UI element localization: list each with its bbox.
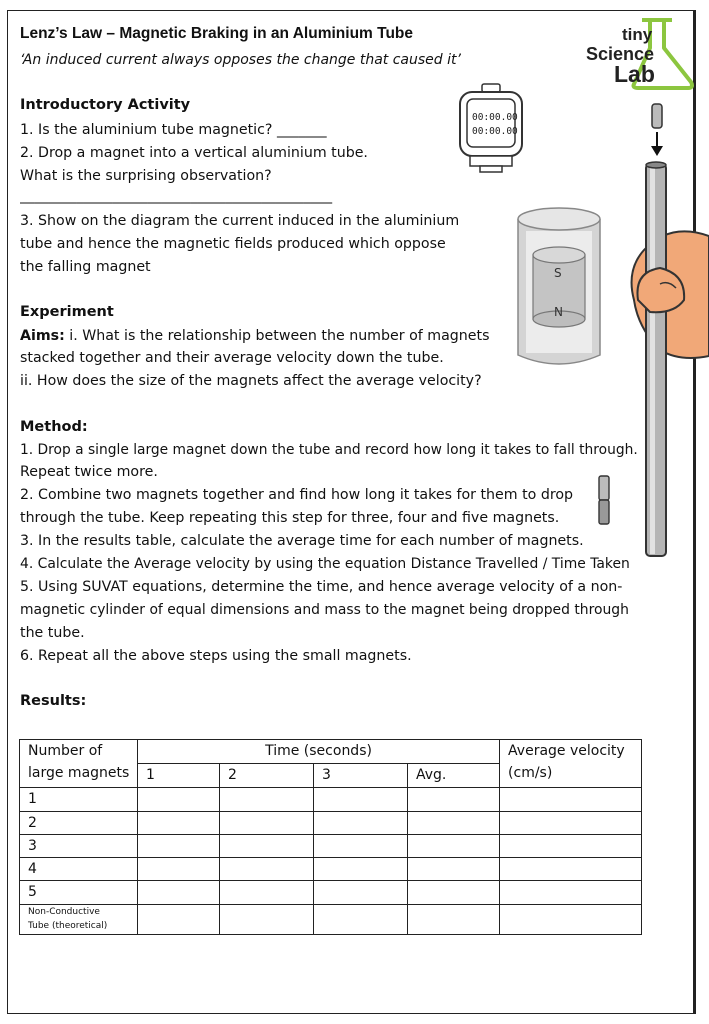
logo-lab: Lab (614, 61, 655, 87)
method-line: the tube. (20, 625, 85, 641)
aims-line: ii. How does the size of the magnets affect the average velocity? (20, 373, 482, 389)
experiment-heading: Experiment (20, 304, 114, 320)
method-line: 4. Calculate the Average velocity by using the equation Distance Travelled / Time Taken (20, 556, 630, 572)
tiny-science-lab-logo (584, 18, 696, 90)
method-line: 5. Using SUVAT equations, determine the time, and hence average velocity of a non- (20, 579, 623, 595)
table-row: 2 (20, 811, 642, 834)
aims-line: stacked together and their average velocity down the tube. (20, 350, 444, 366)
small-magnet-icon (652, 104, 662, 128)
aims-label: Aims: (20, 328, 65, 344)
intro-heading: Introductory Activity (20, 97, 191, 113)
intro-line: 3. Show on the diagram the current induced in the aluminium (20, 213, 460, 229)
stacked-magnets-icon (597, 474, 611, 526)
intro-line: What is the surprising observation? (20, 168, 272, 184)
tube-magnet-diagram (514, 205, 604, 370)
header-average-velocity: Average velocity (cm/s) (500, 740, 642, 788)
intro-line: 2. Drop a magnet into a vertical aluminium tube. (20, 145, 368, 161)
table-row: 1 (20, 788, 642, 811)
arrow-down-icon (651, 146, 663, 156)
table-row: 5 (20, 881, 642, 904)
svg-text:00:00.00: 00:00.00 (472, 112, 518, 123)
table-row (20, 904, 642, 934)
table-row: 4 (20, 858, 642, 881)
stopwatch-icon (456, 82, 526, 174)
intro-line: the falling magnet (20, 259, 151, 275)
logo-tiny: tiny (622, 25, 653, 44)
header-time: Time (seconds) (138, 740, 500, 764)
pole-s: S (554, 266, 562, 280)
header-number-of-magnets: Number of large magnets (20, 740, 138, 788)
page-subtitle: ‘An induced current always opposes the change that caused it’ (20, 52, 461, 68)
method-line: Repeat twice more. (20, 464, 158, 480)
logo-science: Science (586, 44, 655, 64)
aims-line: Aims: i. What is the relationship between the number of magnets (20, 328, 490, 344)
method-line: 6. Repeat all the above steps using the small magnets. (20, 648, 412, 664)
pole-n: N (554, 305, 563, 319)
non-conductive-tube-label: Non-Conductive Tube (theoretical) (20, 904, 138, 934)
header-avg: Avg. (408, 764, 500, 788)
method-line: 3. In the results table, calculate the average time for each number of magnets. (20, 533, 584, 549)
table-row: 3 (20, 834, 642, 857)
results-heading: Results: (20, 693, 87, 709)
method-line: through the tube. Keep repeating this step for three, four and five magnets. (20, 510, 560, 526)
header-trial-1: 1 (138, 764, 220, 788)
method-line: 2. Combine two magnets together and find how long it takes for them to drop (20, 487, 574, 503)
method-line: 1. Drop a single large magnet down the tube and record how long it takes to fall through. (20, 442, 638, 458)
method-line: magnetic cylinder of equal dimensions and mass to the magnet being dropped through (20, 602, 629, 618)
answer-line: ____________________________________________ (20, 188, 333, 204)
svg-text:00:00.00: 00:00.00 (472, 126, 518, 137)
intro-line: tube and hence the magnetic fields produced which oppose (20, 236, 446, 252)
page-title: Lenz’s Law – Magnetic Braking in an Aluminium Tube (20, 25, 414, 42)
intro-line: 1. Is the aluminium tube magnetic? _______ (20, 122, 327, 138)
header-trial-2: 2 (220, 764, 314, 788)
hand-holding-tube-illustration (620, 100, 709, 560)
results-table (19, 739, 642, 935)
method-heading: Method: (20, 419, 88, 435)
header-trial-3: 3 (314, 764, 408, 788)
flask-icon (584, 18, 696, 90)
